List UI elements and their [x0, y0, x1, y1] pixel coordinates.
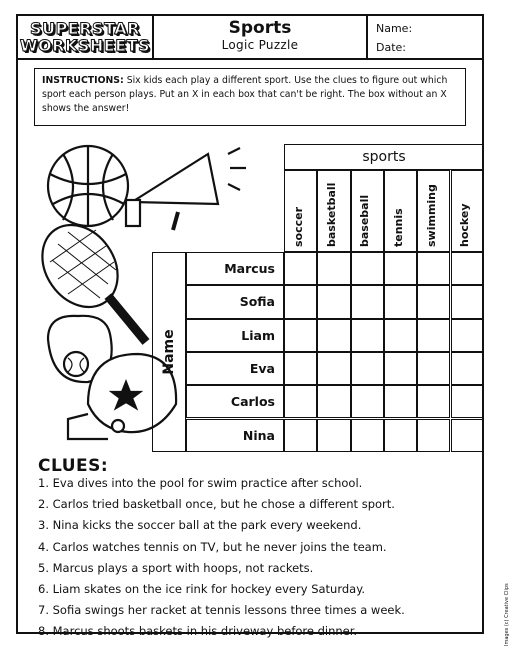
grid-cell[interactable] [384, 319, 417, 352]
column-header-hockey [451, 170, 484, 252]
grid-cell[interactable] [351, 385, 384, 418]
page-subtitle: Logic Puzzle [221, 38, 299, 52]
column-header-soccer [284, 170, 317, 252]
clue-item: 1. Eva dives into the pool for swim practice after school. [38, 476, 363, 490]
page-title: Sports [228, 18, 292, 38]
column-header-label: hockey [458, 203, 472, 247]
grid-cell[interactable] [417, 285, 450, 318]
grid-cell[interactable] [451, 319, 484, 352]
grid-cell[interactable] [417, 319, 450, 352]
instructions-label: INSTRUCTIONS: [42, 75, 124, 86]
column-header-label: basketball [324, 182, 338, 247]
name-header-label: Name [161, 329, 177, 375]
grid-cell[interactable] [351, 352, 384, 385]
logo-line-1: SUPERSTAR [30, 19, 140, 38]
grid-cell[interactable] [417, 252, 450, 285]
grid-cell[interactable] [351, 285, 384, 318]
grid-cell[interactable] [284, 285, 317, 318]
logo-line-2: WORKSHEETS [19, 36, 151, 55]
grid-cell[interactable] [317, 419, 350, 452]
column-header-tennis [384, 170, 417, 252]
grid-cell[interactable] [284, 419, 317, 452]
grid-cell[interactable] [317, 285, 350, 318]
grid-cell[interactable] [351, 252, 384, 285]
grid-cell[interactable] [384, 352, 417, 385]
title-box [154, 16, 368, 60]
row-header-carlos: Carlos [186, 385, 284, 418]
clue-item: 4. Carlos watches tennis on TV, but he never joins the team. [38, 539, 387, 554]
clue-item: 3. Nina kicks the soccer ball at the park every weekend. [38, 518, 362, 533]
grid-cell[interactable] [451, 252, 484, 285]
row-header-nina: Nina [186, 419, 284, 452]
grid-cell[interactable] [451, 285, 484, 318]
grid-cell[interactable] [317, 319, 350, 352]
grid-cell[interactable] [351, 319, 384, 352]
grid-cell[interactable] [384, 285, 417, 318]
instructions-text: Six kids each play a different sport. Use the clues to figure out which sport each person plays. Put an X in each box that can't be right. The box without an X shows the answer! [42, 75, 448, 114]
date-field-label[interactable]: Date: [376, 41, 406, 54]
logo [18, 16, 154, 60]
grid-cell[interactable] [384, 419, 417, 452]
grid-cell[interactable] [284, 319, 317, 352]
basketball-icon [48, 146, 128, 226]
column-header-basketball [317, 170, 350, 252]
name-header [152, 252, 186, 452]
grid-cell[interactable] [417, 385, 450, 418]
clue-item: 5. Marcus plays a sport with hoops, not rackets. [38, 560, 314, 575]
name-date-box [368, 16, 482, 60]
grid-cell[interactable] [417, 419, 450, 452]
grid-cell[interactable] [351, 419, 384, 452]
row-header-sofia: Sofia [186, 285, 284, 318]
column-header-label: soccer [291, 206, 305, 247]
grid-cell[interactable] [284, 252, 317, 285]
grid-cell[interactable] [384, 385, 417, 418]
grid-cell[interactable] [284, 385, 317, 418]
grid-cell[interactable] [451, 419, 484, 452]
grid-cell[interactable] [317, 385, 350, 418]
column-header-label: baseball [358, 194, 372, 247]
clue-item: 2. Carlos tried basketball once, but he chose a different sport. [38, 497, 395, 512]
image-credit: Images (c) Creative Clips [504, 583, 510, 646]
sports-header: sports [284, 144, 484, 170]
column-header-label: swimming [424, 184, 438, 247]
name-field-label[interactable]: Name: [376, 22, 413, 35]
column-header-swimming [417, 170, 450, 252]
row-header-marcus: Marcus [186, 252, 284, 285]
clue-item: 7. Sofia swings her racket at tennis lessons three times a week. [38, 603, 405, 618]
column-header-label: tennis [391, 208, 405, 247]
grid-cell[interactable] [451, 385, 484, 418]
clues-title: CLUES: [38, 456, 109, 476]
grid-cell[interactable] [417, 352, 450, 385]
instructions-box [34, 68, 466, 126]
row-header-eva: Eva [186, 352, 284, 385]
grid-cell[interactable] [317, 252, 350, 285]
clue-item: 6. Liam skates on the ice rink for hockey every Saturday. [38, 582, 366, 596]
grid-cell[interactable] [451, 352, 484, 385]
row-header-liam: Liam [186, 319, 284, 352]
grid-cell[interactable] [317, 352, 350, 385]
column-header-baseball [351, 170, 384, 252]
grid-cell[interactable] [384, 252, 417, 285]
worksheet-frame [16, 14, 510, 646]
clue-item: 8. Marcus shoots baskets in his driveway before dinner. [38, 624, 358, 639]
megaphone-icon [126, 148, 246, 230]
grid-cell[interactable] [284, 352, 317, 385]
